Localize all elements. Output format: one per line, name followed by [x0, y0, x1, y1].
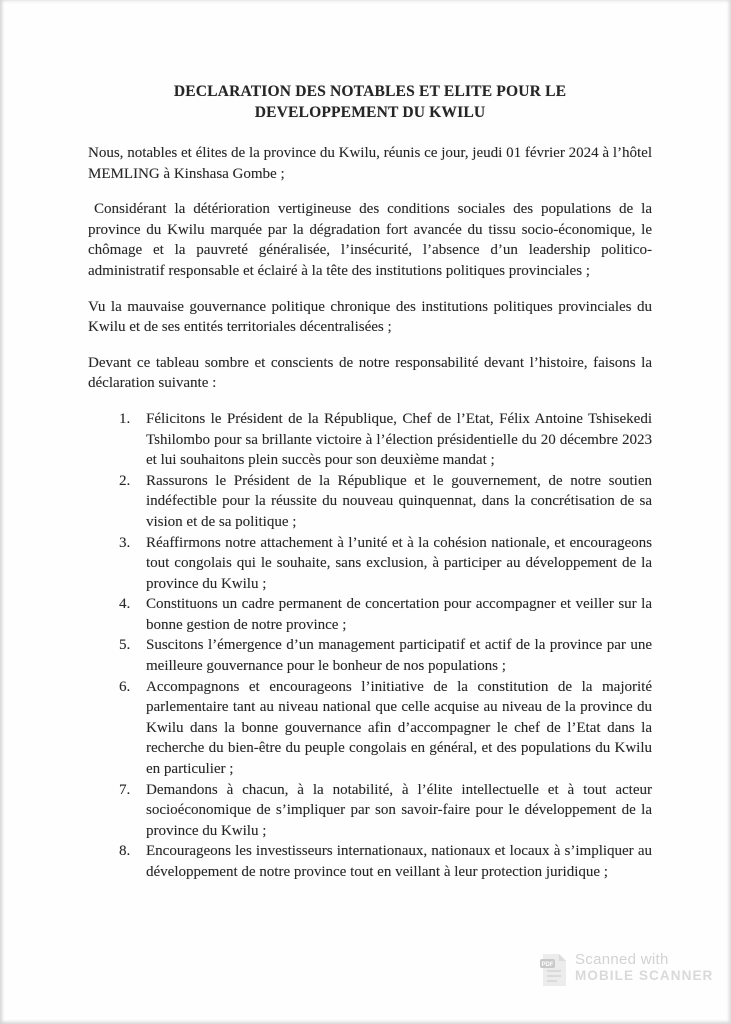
svg-text:PDF: PDF: [541, 962, 554, 968]
list-item-text: Suscitons l’émergence d’un management participatif et actif de la province par une meilleure gouvernance pour le bonheur de nos populations ;: [146, 637, 652, 675]
list-item-text: Accompagnons et encourageons l’initiative de la constitution de la majorité parlementaire tant au niveau national que celle acquise au niveau de la province du Kwilu dans la bonne gouvernance afin d’accompagner le chef de l’Etat dans la recherche du bien-être du peuple congolais en général, et des populations du Kwilu en particulier ;: [146, 678, 652, 778]
pdf-document-icon: [540, 953, 567, 987]
list-item-number: 7.: [119, 781, 131, 798]
list-item-text: Félicitons le Président de la République, Chef de l’Etat, Félix Antoine Tshisekedi Tshilombo pour sa brillante victoire à l’élection présidentielle du 20 décembre 2023 et lui souhaitons plein succès pour son deuxième mandat ;: [146, 410, 652, 469]
document-title-line1: DECLARATION DES NOTABLES ET ELITE POUR LE: [173, 83, 567, 100]
list-item-text: Réaffirmons notre attachement à l’unité et à la cohésion nationale, et encourageons tout congolais qui le souhaite, sans exclusion, à participer au développement de la province du Kwilu ;: [146, 534, 652, 592]
watermark-line1: Scanned with: [575, 951, 669, 968]
list-item-number: 3.: [119, 534, 131, 551]
paragraph-devant: Devant ce tableau sombre et conscients de notre responsabilité devant l’histoire, faisons la déclaration suivante :: [88, 354, 652, 392]
list-item-number: 8.: [119, 843, 131, 860]
list-item-number: 1.: [119, 410, 131, 427]
list-item: [119, 533, 652, 595]
list-item-text: Demandons à chacun, à la notabilité, à l’élite intellectuelle et à tout acteur socioéconomique de s’impliquer par son savoir-faire pour le développement de la province du Kwilu ;: [146, 781, 652, 839]
declaration-list: [88, 409, 652, 883]
list-item: [119, 841, 652, 882]
list-item-text: Rassurons le Président de la République et le gouvernement, de notre soutien indéfectible pour la réussite du nouveau quinquennat, dans la concrétisation de sa vision et de sa politique ;: [146, 472, 652, 530]
paragraph-considerant: Considérant la détérioration vertigineuse des conditions sociales des populations de la province du Kwilu marquée par la dégradation fort avancée du tissu socio-économique, le chômage et la pauvreté généralisée, l’insécurité, l’absence d’un leadership politico-administratif responsable et éclairé à la tête des institutions politiques provinciales ;: [88, 201, 652, 279]
paragraph-preamble: Nous, notables et élites de la province du Kwilu, réunis ce jour, jeudi 01 février 2024 à l’hôtel MEMLING à Kinshasa Gombe ;: [88, 145, 652, 182]
list-item-text: Constituons un cadre permanent de concertation pour accompagner et veiller sur la bonne gestion de notre province ;: [146, 596, 652, 633]
list-item-number: 6.: [119, 678, 131, 695]
list-item-number: 5.: [119, 637, 131, 654]
list-item: [119, 780, 652, 842]
list-item: [119, 594, 652, 635]
watermark-text: [575, 951, 713, 984]
list-item-number: 2.: [119, 472, 131, 489]
list-item-number: 4.: [119, 596, 131, 613]
document-title: [88, 82, 652, 123]
list-item: [119, 409, 652, 471]
scanner-watermark: [540, 951, 713, 987]
list-item-text: Encourageons les investisseurs internationaux, nationaux et locaux à s’impliquer au développement de notre province tout en veillant à leur protection juridique ;: [146, 843, 652, 880]
list-item: [119, 471, 652, 533]
document-title-line2: DEVELOPPEMENT DU KWILU: [254, 103, 486, 121]
watermark-line2: MOBILE SCANNER: [575, 968, 714, 983]
list-item: [119, 677, 652, 780]
paragraph-vu: Vu la mauvaise gouvernance politique chronique des institutions politiques provinciales du Kwilu et de ses entités territoriales décentralisées ;: [88, 298, 652, 336]
list-item: [119, 635, 652, 676]
